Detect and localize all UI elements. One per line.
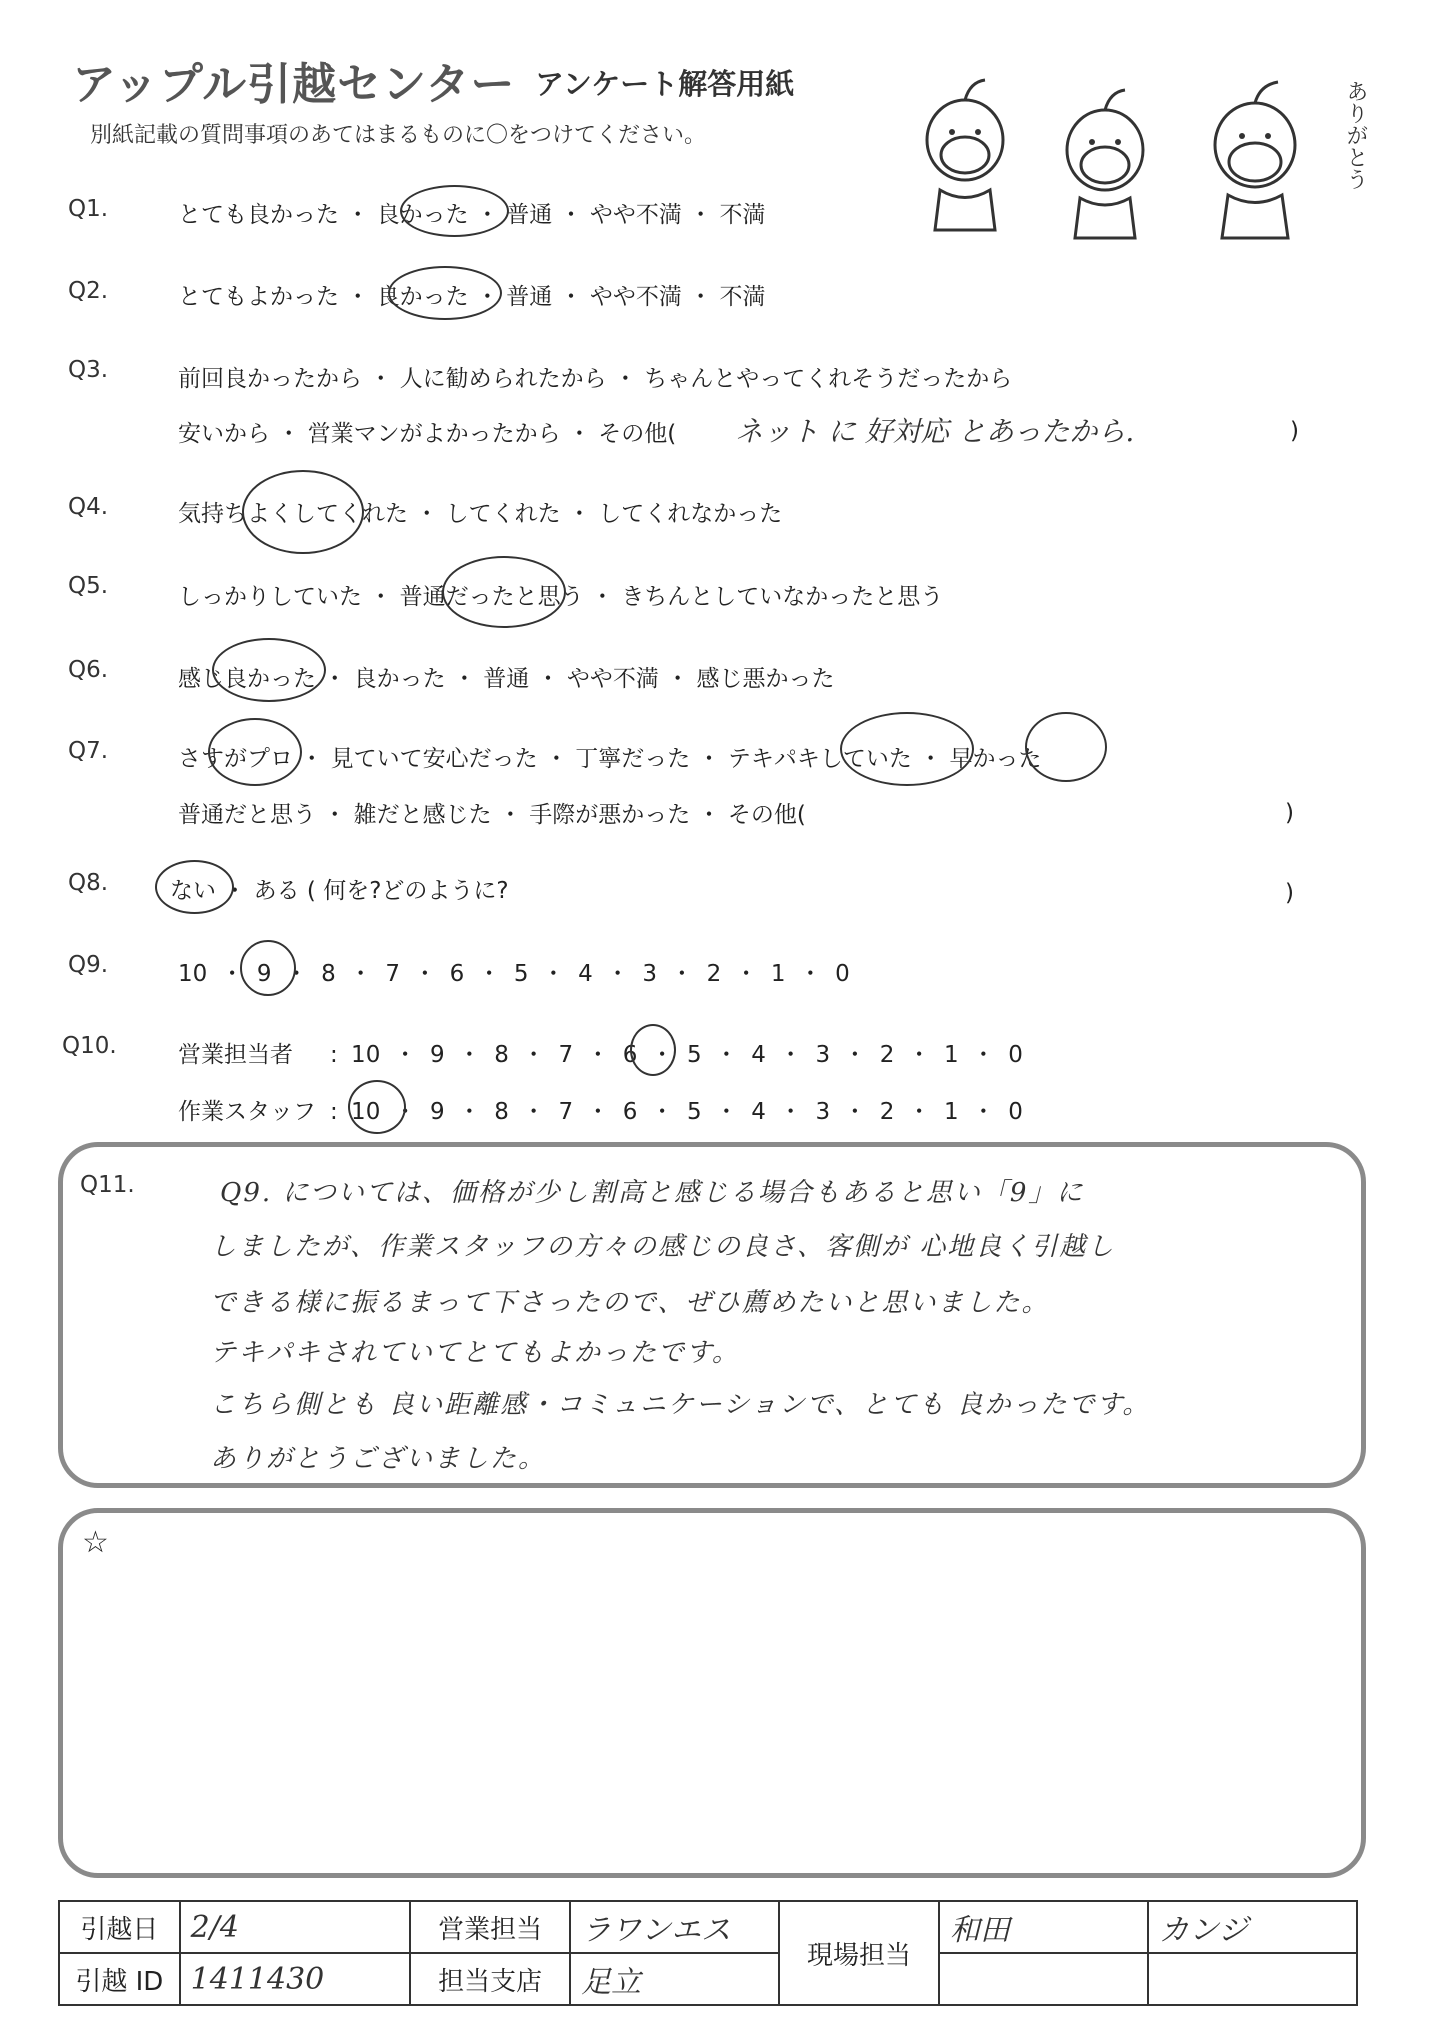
site-rep-label: 現場担当: [779, 1901, 939, 2005]
q8-close-paren: ): [1285, 880, 1294, 906]
footer-info-table: [58, 1900, 1358, 2006]
q7-label: Q7.: [68, 738, 109, 764]
q4-answer-circle: [242, 470, 364, 554]
move-id-label: 引越 ID: [59, 1953, 180, 2005]
q11-comment-line: テキパキされていてとてもよかったです。: [210, 1338, 740, 1368]
q10-sales-scale: : 10 ・ 9 ・ 8 ・ 7 ・ 6 ・ 5 ・ 4 ・ 3 ・ 2 ・ 1 ・ 0: [330, 1042, 1023, 1068]
instruction-text: 別紙記載の質問事項のあてはまるものに〇をつけてください。: [90, 123, 707, 148]
q7-close-paren: ): [1285, 800, 1294, 826]
q5-answer-circle: [442, 556, 566, 628]
q11-comment-line: できる様に振るまって下さったので、ぜひ薦めたいと思いました。: [210, 1288, 1050, 1318]
q5-label: Q5.: [68, 573, 109, 599]
q11-comment-line: こちら側とも 良い距離感・コミュニケーションで、とても 良かったです。: [210, 1390, 1151, 1420]
q1-answer-circle: [400, 185, 509, 237]
site-rep-empty-1: [939, 1953, 1148, 2005]
q8-options: ない ・ ある ( 何を?どのように?: [170, 878, 509, 904]
branch-label: 担当支店: [410, 1953, 570, 2005]
move-date-label: 引越日: [59, 1901, 180, 1953]
q11-comment-line: しましたが、作業スタッフの方々の感じの良さ、客側が 心地良く引越し: [210, 1232, 1116, 1262]
move-id-value: 1411430: [180, 1953, 411, 2005]
q1-options: とても良かった ・ 良かった ・ 普通 ・ やや不満 ・ 不満: [178, 202, 766, 228]
q4-options: 気持ちよくしてくれた ・ してくれた ・ してくれなかった: [178, 501, 783, 527]
q11-label: Q11.: [80, 1172, 135, 1198]
q10-label: Q10.: [62, 1033, 117, 1059]
q5-options: しっかりしていた ・ 普通だったと思う ・ きちんとしていなかったと思う: [178, 584, 944, 610]
q8-answer-circle: [155, 860, 234, 914]
star-label: ☆: [82, 1525, 109, 1560]
q2-answer-circle: [388, 266, 502, 320]
branch-value: 足立: [570, 1953, 779, 2005]
form-subtitle: アンケート解答用紙: [535, 67, 795, 101]
q3-label: Q3.: [68, 357, 109, 383]
star-comment-box: [58, 1508, 1366, 1878]
q3-options: 前回良かったから ・ 人に勧められたから ・ ちゃんとやってくれそうだったから: [178, 366, 1013, 392]
q10-staff-scale: : 10 ・ 9 ・ 8 ・ 7 ・ 6 ・ 5 ・ 4 ・ 3 ・ 2 ・ 1 ・ 0: [330, 1099, 1023, 1125]
q6-label: Q6.: [68, 657, 109, 683]
mascot-illustration: [900, 70, 1340, 240]
q2-label: Q2.: [68, 278, 109, 304]
q8-label: Q8.: [68, 870, 109, 896]
q7-answer-circle-3: [1025, 712, 1107, 782]
thanks-vertical-text: ありがとう: [1343, 80, 1368, 190]
q1-label: Q1.: [68, 196, 109, 222]
site-rep-value-2: カンジ: [1148, 1901, 1357, 1953]
q3-close-paren: ): [1290, 418, 1299, 444]
q9-scale: 10 ・ 9 ・ 8 ・ 7 ・ 6 ・ 5 ・ 4 ・ 3 ・ 2 ・ 1 ・ 0: [178, 961, 850, 987]
q6-answer-circle: [212, 638, 326, 702]
sales-rep-value: ラワンエス: [570, 1901, 779, 1953]
q11-comment-line: ありがとうございました。: [210, 1444, 547, 1474]
site-rep-value-1: 和田: [939, 1901, 1148, 1953]
sales-rep-label: 営業担当: [410, 1901, 570, 1953]
q9-answer-circle: [240, 940, 296, 996]
site-rep-empty-2: [1148, 1953, 1357, 2005]
q10-staff-label: 作業スタッフ: [178, 1099, 316, 1125]
q10-sales-label: 営業担当者: [178, 1042, 293, 1068]
q7-options: さすがプロ ・ 見ていて安心だった ・ 丁寧だった ・ テキパキしていた ・ 早かった: [178, 746, 1042, 772]
q7-options-2: 普通だと思う ・ 雑だと感じた ・ 手際が悪かった ・ その他(: [178, 802, 806, 828]
q7-answer-circle-2: [840, 712, 974, 786]
q10-staff-answer-circle: [348, 1080, 406, 1134]
q2-options: とてもよかった ・ 良かった ・ 普通 ・ やや不満 ・ 不満: [178, 284, 766, 310]
q6-options: 感じ良かった ・ 良かった ・ 普通 ・ やや不満 ・ 感じ悪かった: [178, 666, 835, 692]
q10-sales-answer-circle: [630, 1024, 676, 1076]
q3-options-2: 安いから ・ 営業マンがよかったから ・ その他(: [178, 421, 677, 447]
q3-other-answer: ネット に 好対応 とあったから.: [735, 415, 1135, 448]
q11-comment-line: Q9. については、価格が少し割高と感じる場合もあると思い「9」に: [220, 1178, 1085, 1208]
move-date-value: 2/4: [180, 1901, 411, 1953]
brand-title: アップル引越センター: [72, 59, 516, 110]
q9-label: Q9.: [68, 952, 109, 978]
q7-answer-circle-1: [208, 718, 302, 786]
q4-label: Q4.: [68, 494, 109, 520]
